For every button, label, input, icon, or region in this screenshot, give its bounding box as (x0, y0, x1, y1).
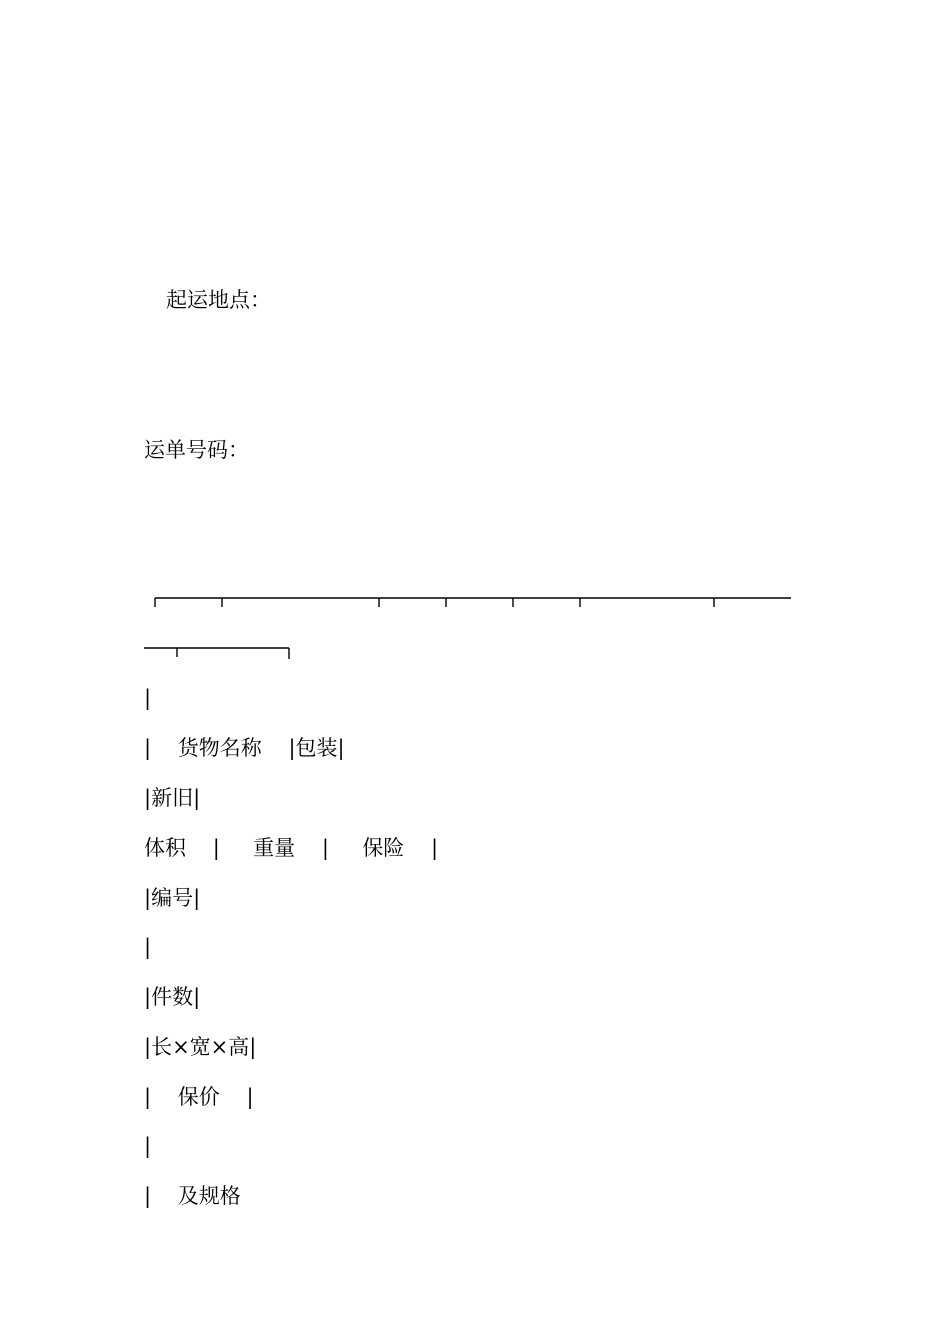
table-line-dimensions: |长×宽×高| (144, 1035, 257, 1059)
table-line-number: |编号| (144, 886, 201, 910)
table-line-empty-1: | (144, 686, 152, 710)
waybill-number-label: 运单号码： (144, 438, 249, 462)
table-line-condition: |新旧| (144, 786, 201, 810)
table-line-goods-name-packaging: | 货物名称 |包装| (144, 736, 345, 760)
table-line-empty-2: | (144, 935, 152, 959)
origin-label: 起运地点： (166, 288, 271, 312)
table-line-insured-value: | 保价 | (144, 1085, 254, 1109)
table-line-specifications: | 及规格 (144, 1184, 241, 1208)
table-line-volume-weight-insurance: 体积 | 重量 | 保险 | (144, 836, 439, 860)
table-line-pieces: |件数| (144, 985, 201, 1009)
table-line-empty-3: | (144, 1134, 152, 1158)
